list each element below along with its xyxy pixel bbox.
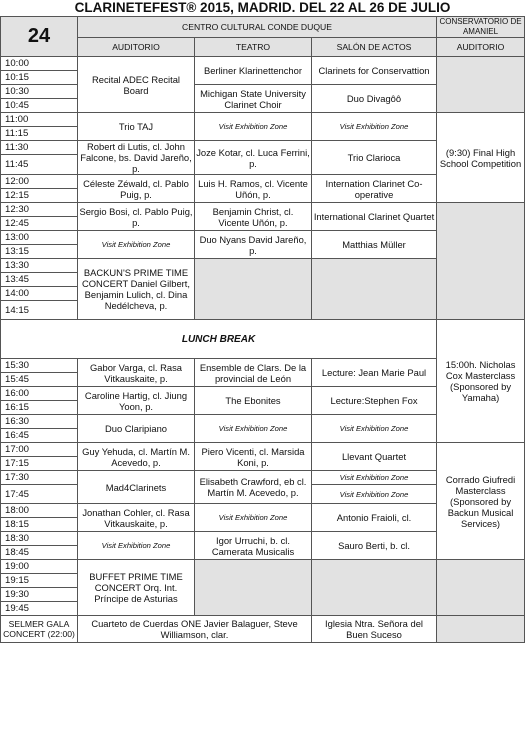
exhibition-cell: Visit Exhibition Zone (312, 415, 437, 443)
exhibition-cell: Visit Exhibition Zone (312, 471, 437, 485)
event-cell: Céleste Zéwald, cl. Pablo Puig, p. (78, 175, 195, 203)
event-cell: Gabor Varga, cl. Rasa Vitkauskaite, p. (78, 359, 195, 387)
exhibition-cell: Visit Exhibition Zone (195, 113, 312, 141)
time-label: 11:15 (1, 127, 78, 141)
time-label: 11:00 (1, 113, 78, 127)
event-cell: Llevant Quartet (312, 443, 437, 471)
schedule-table (0, 16, 525, 643)
exhibition-cell: Visit Exhibition Zone (312, 485, 437, 504)
event-cell: Duo Nyans David Jareño, p. (195, 231, 312, 259)
time-label: 17:15 (1, 457, 78, 471)
time-label: 17:30 (1, 471, 78, 485)
exhibition-cell: Visit Exhibition Zone (195, 504, 312, 532)
event-cell: Ensemble de Clars. De la provincial de León (195, 359, 312, 387)
time-label: 16:45 (1, 429, 78, 443)
time-label: 18:45 (1, 546, 78, 560)
event-cell: Duo Divagôô (312, 85, 437, 113)
gala-label: SELMER GALA CONCERT (22:00) (1, 616, 78, 643)
time-label: 10:15 (1, 71, 78, 85)
event-cell: Internation Clarinet Co-operative (312, 175, 437, 203)
event-cell: Matthias Müller (312, 231, 437, 259)
time-label: 19:15 (1, 574, 78, 588)
column-header-salon: SALÓN DE ACTOS (312, 38, 437, 57)
empty-cell (195, 259, 312, 320)
event-cell: Corrado Giufredi Masterclass (Sponsored by Backun Musical Services) (437, 443, 525, 560)
page-title: CLARINETEFEST® 2015, MADRID. DEL 22 AL 26 DE JULIO (74, 0, 451, 15)
exhibition-cell: Visit Exhibition Zone (312, 113, 437, 141)
event-cell: Duo Claripiano (78, 415, 195, 443)
event-cell: Guy Yehuda, cl. Martín M. Acevedo, p. (78, 443, 195, 471)
empty-cell (312, 259, 437, 320)
event-cell: Igor Urruchi, b. cl. Camerata Musicalis (195, 532, 312, 560)
event-cell: Trio TAJ (78, 113, 195, 141)
time-label: 13:15 (1, 245, 78, 259)
event-cell: International Clarinet Quartet (312, 203, 437, 231)
venue-centro-cultural: CENTRO CULTURAL CONDE DUQUE (78, 17, 437, 38)
event-cell: Clarinets for Conservattion (312, 57, 437, 85)
event-cell: BACKUN'S PRIME TIME CONCERT Daniel Gilbert, Benjamin Lulich, cl. Dina Nedélcheva, p. (78, 259, 195, 320)
event-cell: Elisabeth Crawford, eb cl. Martín M. Acevedo, p. (195, 471, 312, 504)
time-label: 19:30 (1, 588, 78, 602)
time-label: 16:15 (1, 401, 78, 415)
time-label: 12:30 (1, 203, 78, 217)
time-label: 18:00 (1, 504, 78, 518)
empty-cell (437, 57, 525, 113)
event-cell: Jonathan Cohler, cl. Rasa Vitkauskaite, p. (78, 504, 195, 532)
empty-cell (195, 560, 312, 616)
event-cell: Lecture:Stephen Fox (312, 387, 437, 415)
time-label: 12:00 (1, 175, 78, 189)
event-cell: Joze Kotar, cl. Luca Ferrini, p. (195, 141, 312, 175)
time-label: 12:15 (1, 189, 78, 203)
event-cell: Michigan State University Clarinet Choir (195, 85, 312, 113)
event-cell: Cuarteto de Cuerdas ONE Javier Balaguer, Steve Williamson, clar. (78, 616, 312, 643)
event-cell: Sergio Bosi, cl. Pablo Puig, p. (78, 203, 195, 231)
event-cell: Caroline Hartig, cl. Jiung Yoon, p. (78, 387, 195, 415)
event-cell: Antonio Fraioli, cl. (312, 504, 437, 532)
empty-cell (437, 560, 525, 616)
time-label: 15:30 (1, 359, 78, 373)
event-cell: BUFFET PRIME TIME CONCERT Orq. Int. Príncipe de Asturias (78, 560, 195, 616)
time-label: 19:45 (1, 602, 78, 616)
time-label: 17:00 (1, 443, 78, 457)
time-label: 18:15 (1, 518, 78, 532)
time-label: 18:30 (1, 532, 78, 546)
event-cell: The Ebonites (195, 387, 312, 415)
time-label: 11:30 (1, 141, 78, 155)
time-label: 12:45 (1, 217, 78, 231)
time-label: 10:45 (1, 99, 78, 113)
time-label: 16:30 (1, 415, 78, 429)
event-cell: Mad4Clarinets (78, 471, 195, 504)
time-label: 15:45 (1, 373, 78, 387)
time-label: 10:00 (1, 57, 78, 71)
venue-conservatorio: CONSERVATORIO DE AMANIEL (437, 17, 525, 38)
empty-cell (437, 203, 525, 320)
column-header-auditorio-2: AUDITORIO (437, 38, 525, 57)
event-cell: Lecture: Jean Marie Paul (312, 359, 437, 387)
event-cell: Benjamin Christ, cl. Vicente Uñón, p. (195, 203, 312, 231)
event-cell: Luis H. Ramos, cl. Vicente Uñón, p. (195, 175, 312, 203)
time-label: 13:30 (1, 259, 78, 273)
event-cell: Iglesia Ntra. Señora del Buen Suceso (312, 616, 437, 643)
lunch-break: LUNCH BREAK (1, 320, 437, 359)
event-cell: 15:00h. Nicholas Cox Masterclass (Sponsored by Yamaha) (437, 320, 525, 443)
time-label: 13:45 (1, 273, 78, 287)
time-label: 14:00 (1, 287, 78, 301)
time-label: 10:30 (1, 85, 78, 99)
exhibition-cell: Visit Exhibition Zone (78, 532, 195, 560)
time-label: 14:15 (1, 301, 78, 320)
event-cell: Recital ADEC Recital Board (78, 57, 195, 113)
time-label: 11:45 (1, 155, 78, 175)
event-cell: Trio Clarioca (312, 141, 437, 175)
exhibition-cell: Visit Exhibition Zone (78, 231, 195, 259)
event-cell: (9:30) Final High School Competition (437, 113, 525, 203)
event-cell: Piero Vicenti, cl. Marsida Koni, p. (195, 443, 312, 471)
time-label: 13:00 (1, 231, 78, 245)
event-cell: Sauro Berti, b. cl. (312, 532, 437, 560)
day-number: 24 (1, 17, 78, 57)
column-header-auditorio: AUDITORIO (78, 38, 195, 57)
exhibition-cell: Visit Exhibition Zone (195, 415, 312, 443)
column-header-teatro: TEATRO (195, 38, 312, 57)
event-cell: Berliner Klarinettenchor (195, 57, 312, 85)
empty-cell (437, 616, 525, 643)
event-cell: Robert di Lutis, cl. John Falcone, bs. David Jareño, p. (78, 141, 195, 175)
time-label: 19:00 (1, 560, 78, 574)
empty-cell (312, 560, 437, 616)
time-label: 16:00 (1, 387, 78, 401)
time-label: 17:45 (1, 485, 78, 504)
